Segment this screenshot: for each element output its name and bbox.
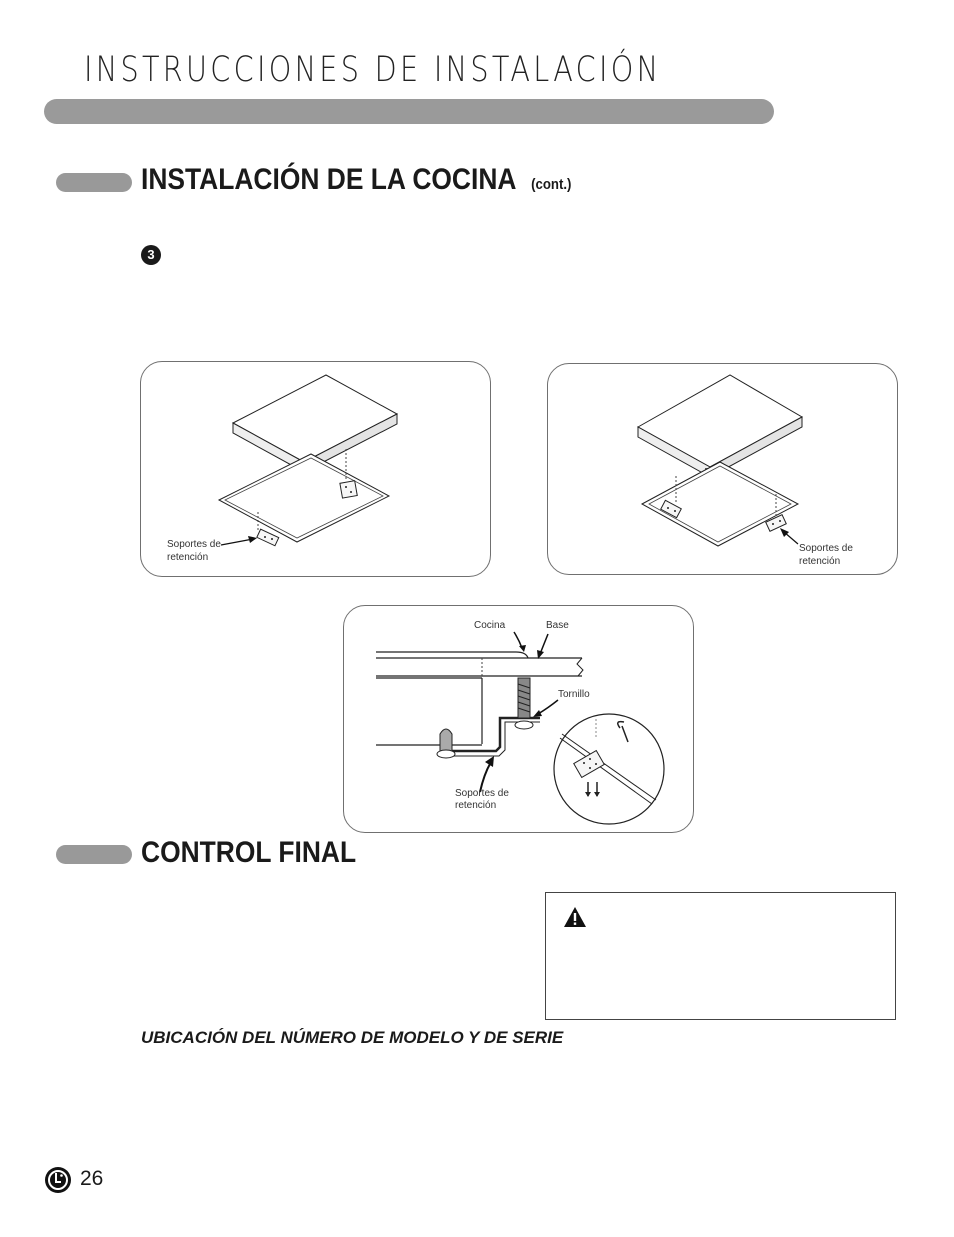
label-soportes-right-2: retención (799, 556, 841, 567)
bracket-detail-diagram (344, 606, 693, 832)
label-soportes-right-1: Soportes de (799, 543, 853, 554)
figure-panel-left (140, 361, 491, 577)
title-bar (44, 99, 774, 124)
figure-panel-right (547, 363, 898, 575)
cooktop-bracket-diagram-left (141, 362, 490, 576)
section-marker-control (56, 845, 132, 864)
section-marker-installation (56, 173, 132, 192)
cooktop-bracket-diagram-right (548, 364, 897, 574)
section-heading-installation (141, 163, 571, 197)
label-base: Base (546, 620, 569, 631)
label-tornillo: Tornillo (558, 689, 590, 700)
lg-logo-icon (44, 1166, 72, 1194)
page-title: INSTRUCCIONES DE INSTALACIÓN (84, 50, 662, 90)
warning-box (545, 892, 896, 1020)
label-soportes-left-1: Soportes de (167, 539, 221, 550)
page-number: 26 (80, 1167, 104, 1190)
section-heading-control: CONTROL FINAL (141, 836, 357, 869)
serial-number-location-heading: UBICACIÓN DEL NÚMERO DE MODELO Y DE SERIE (141, 1028, 564, 1047)
step-badge: 3 (141, 245, 161, 265)
label-soportes-left-2: retención (167, 552, 209, 563)
warning-triangle-icon (563, 906, 587, 928)
heading-text: INSTALACIÓN DE LA COCINA (141, 163, 517, 196)
heading-suffix: (cont.) (531, 176, 572, 193)
label-cocina: Cocina (474, 620, 506, 631)
label-soportes-detail-2: retención (455, 800, 497, 811)
figure-panel-detail (343, 605, 694, 833)
label-soportes-detail-1: Soportes de (455, 788, 509, 799)
